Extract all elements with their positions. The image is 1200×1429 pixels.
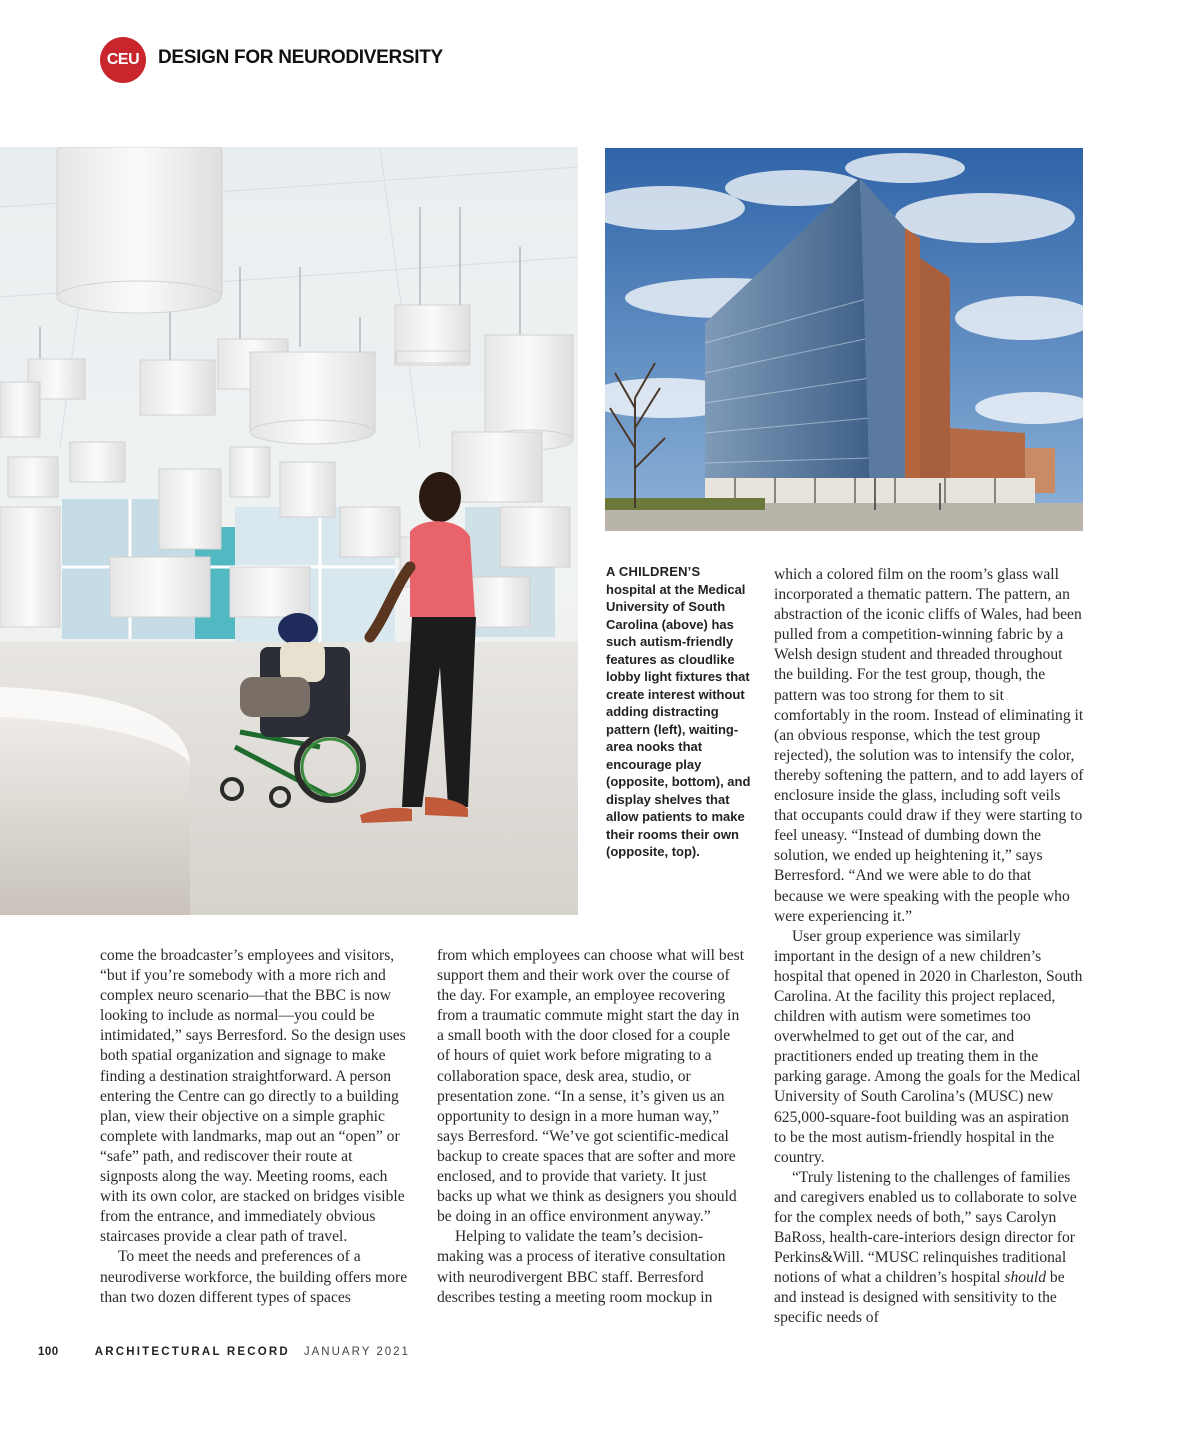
- paragraph: [774, 1168, 1084, 1329]
- body-column-3: [774, 565, 1084, 1329]
- ceu-badge: CEU: [100, 37, 146, 83]
- page-number: 100: [38, 1346, 59, 1358]
- section-title: DESIGN FOR NEURODIVERSITY: [158, 47, 443, 68]
- paragraph: User group experience was similarly important in the design of a new children’s hospital that opened in 2020 in Charleston, South Carolina. At the facility this project replaced, children with autism were sometimes too overwhelmed to get out of the car, and practitioners ended up treating them in the parking garage. Among the goals for the Medical University of South Carolina’s (MUSC) new 625,000-square-foot building was an aspiration to be the most autism-friendly hospital in the country.: [774, 927, 1083, 1166]
- emphasis-text: should: [1004, 1269, 1046, 1287]
- paragraph: Helping to validate the team’s decision-making was a process of iterative consultation with neurodivergent BBC staff. Berresford describes testing a meeting room mockup in: [437, 1228, 726, 1306]
- quote-text-end: be and instead is designed with sensitivity to the specific needs of: [774, 1269, 1065, 1327]
- hospital-building-photo: [605, 148, 1083, 531]
- magazine-name: ARCHITECTURAL RECORD: [94, 1346, 290, 1358]
- photo-caption: [606, 563, 751, 861]
- paragraph: come the broadcaster’s employees and visitors, “but if you’re somebody with a more rich and complex neuro scenario—that the BBC is now looking to include as normal—you could be intimidated,” says Berresford. So the design uses both spatial organization and signage to make finding a destination straightforward. A person entering the Centre can go directly to a building plan, view their objective on a simple graphic complete with landmarks, map out an “open” or “safe” path, and rediscover their route at signposts along the way. Meeting rooms, each with its own color, are stacked on bridges visible from the entrance, and immediately obvious staircases provide a clear path of travel.: [100, 947, 406, 1246]
- body-column-2: [437, 946, 745, 1308]
- caption-text: hospital at the Medical University of South Carolina (above) has such autism-friendly features as cloudlike lobby light fixtures that create interest without adding distracting pattern (left), waiting-area nooks that encourage play (opposite, bottom), and display shelves that allow patients to make their rooms their own (opposite, top).: [606, 581, 751, 859]
- body-column-1: [100, 946, 408, 1308]
- paragraph: from which employees can choose what will best support them and their work over the course of the day. For example, an employee recovering from a traumatic commute might start the day in a small booth with the door closed for a couple of hours of quiet work before migrating to a collaboration space, desk area, studio, or presentation zone. “In a sense, it’s given us an opportunity to design in a more human way,” says Berresford. “We’ve got scientific-medical backup to create spaces that are softer and more enclosed, and to provide that variety. It just backs up what we think as designers you should be doing in an office environment anyway.”: [437, 947, 745, 1226]
- caption-lead: A CHILDREN’S: [606, 564, 701, 579]
- lobby-photo: [0, 147, 578, 915]
- paragraph: which a colored film on the room’s glass wall incorporated a thematic pattern. The pattern, an abstraction of the iconic cliffs of Wales, had been pulled from a competition-winning fabric by a Welsh design student and threaded throughout the building. For the test group, though, the pattern was too strong for them to sit comfortably in the room. Instead of eliminating it (an obvious response, which the test group rejected), the solution was to intensify the color, thereby softening the pattern, and to add layers of enclosure inside the glass, including soft veils that occupants could draw if they were starting to feel uneasy. “Instead of dumbing down the solution, we ended up heightening it,” says Berresford. “And we were able to do that because we were speaking with the people who were experiencing it.”: [774, 566, 1084, 925]
- quote-text: “Truly listening to the challenges of families and caregivers enabled us to collaborate to solve for the complex needs of both,” says Carolyn BaRoss, health-care-interiors design director for Perkins&Will. “MUSC relinquishes traditional notions of what a children’s hospital: [774, 1168, 1077, 1287]
- paragraph: To meet the needs and preferences of a neurodiverse workforce, the building offers more than two dozen different types of spaces: [100, 1248, 408, 1306]
- issue-date: JANUARY 2021: [303, 1346, 410, 1358]
- page-footer: [38, 1346, 410, 1358]
